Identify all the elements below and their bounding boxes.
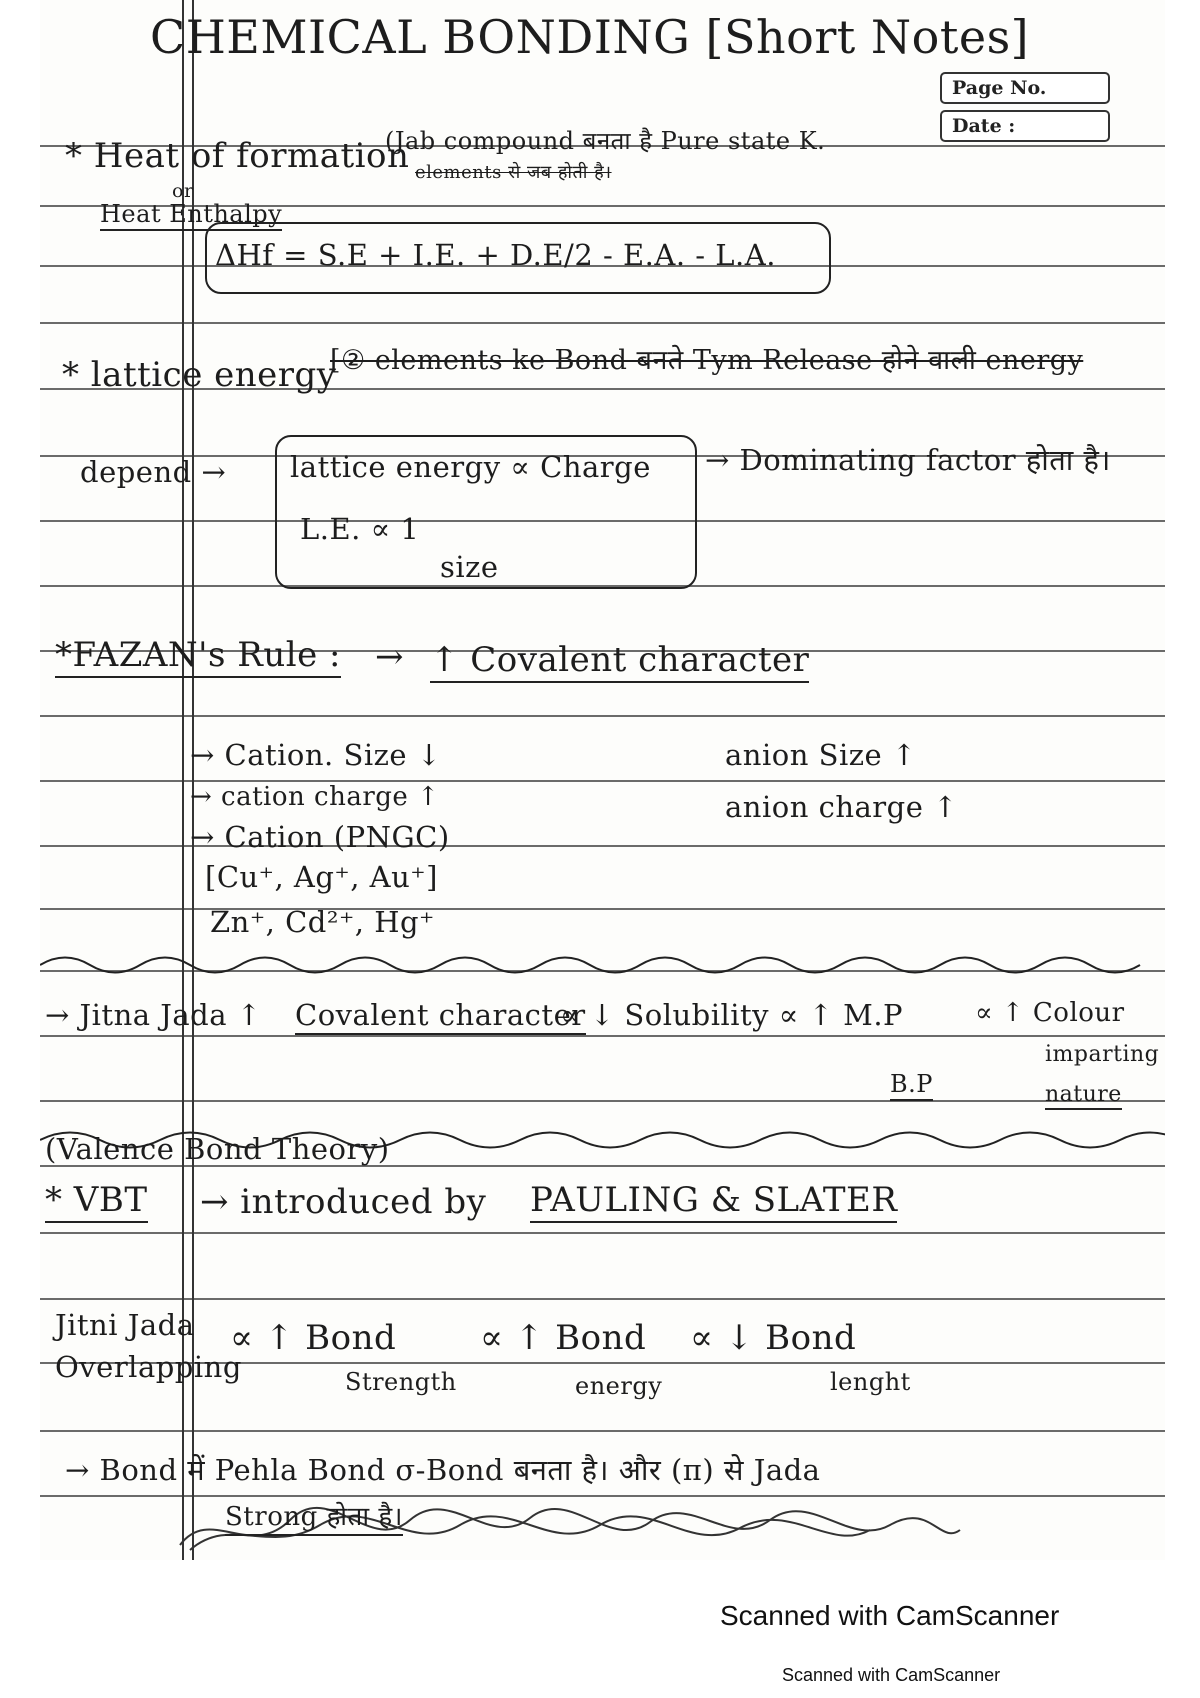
rule-line — [40, 715, 1165, 717]
pngc-ions-row1: [Cu⁺, Ag⁺, Au⁺] — [205, 860, 438, 894]
colour-nature: nature — [1045, 1082, 1122, 1110]
page-no-field: Page No. — [940, 72, 1110, 104]
depend-label: depend → — [80, 455, 227, 489]
or-text: or — [172, 180, 194, 202]
heat-note-line1: (Jab compound बनता है Pure state K. — [385, 127, 826, 155]
heat-note-line2: elements से जब होती है। — [415, 162, 612, 183]
rule-line — [40, 1430, 1165, 1432]
page-title: CHEMICAL BONDING [Short Notes] — [150, 10, 1030, 64]
covalent-character: Covalent character — [295, 998, 586, 1035]
rule-line — [40, 908, 1165, 910]
rule-line — [40, 1232, 1165, 1234]
colour-imparting: imparting — [1045, 1042, 1160, 1067]
vbt-scientists: PAULING & SLATER — [530, 1180, 897, 1223]
lattice-relation-size: L.E. ∝ 1 — [300, 512, 420, 546]
scanner-watermark-large: Scanned with CamScanner — [720, 1600, 1060, 1631]
scanner-watermark-small: Scanned with CamScanner — [782, 1665, 1001, 1685]
cation-charge: → cation charge ↑ — [190, 782, 440, 812]
anion-charge: anion charge ↑ — [725, 790, 958, 824]
rule-line — [40, 1298, 1165, 1300]
vbt-full-form: (Valence Bond Theory) — [45, 1132, 390, 1166]
bond-energy-label: energy — [575, 1372, 663, 1400]
lattice-energy-heading: * lattice energy — [62, 355, 337, 395]
heat-enthalpy-heading: Heat Enthalpy — [100, 200, 282, 231]
colour-relation: ∝ ↑ Colour — [975, 998, 1125, 1028]
bond-note-line2: Strong होता है। — [225, 1497, 403, 1536]
date-field: Date : — [940, 110, 1110, 142]
pngc-ions-row2: Zn⁺, Cd²⁺, Hg⁺ — [210, 905, 435, 939]
lattice-energy-definition: [② elements ke Bond बनते Tym Release होने वाली energy — [330, 345, 1084, 376]
bond-note-line1: → Bond में Pehla Bond σ-Bond बनता है। और (π) से Jada — [65, 1453, 821, 1487]
bond-length-label: lenght — [830, 1368, 911, 1396]
bp-label: B.P — [890, 1070, 933, 1101]
fajans-result: ↑ Covalent character — [430, 640, 809, 683]
wavy-separator — [40, 950, 1165, 980]
fajans-heading: *FAZAN's Rule : — [55, 635, 341, 678]
covalent-relation-prefix: → Jitna Jada ↑ — [45, 998, 262, 1032]
overlap-left-line1: Jitni Jada — [55, 1308, 195, 1342]
bond-strength-label: Strength — [345, 1368, 457, 1396]
cation-pngc: → Cation (PNGC) — [190, 820, 450, 854]
lattice-relation-charge: lattice energy ∝ Charge — [290, 450, 651, 484]
vbt-heading: * VBT — [45, 1180, 148, 1223]
lattice-relation-size-denominator: size — [440, 550, 499, 584]
rule-line — [40, 1100, 1165, 1102]
solubility-mp-relation: ∝ ↓ Solubility ∝ ↑ M.P — [560, 998, 904, 1032]
fajans-arrow: → — [375, 637, 404, 677]
anion-size: anion Size ↑ — [725, 738, 917, 772]
dominating-factor-note: → Dominating factor होता है। — [705, 443, 1111, 477]
rule-line — [40, 322, 1165, 324]
enthalpy-formula: ΔHf = S.E + I.E. + D.E/2 - E.A. - L.A. — [215, 238, 776, 272]
rule-line — [40, 1495, 1165, 1497]
cation-size: → Cation. Size ↓ — [190, 738, 442, 772]
bond-strength-rel: ∝ ↑ Bond — [230, 1318, 397, 1358]
vbt-text: → introduced by — [200, 1182, 487, 1222]
overlap-left-line2: Overlapping — [55, 1350, 242, 1384]
heat-of-formation-heading: * Heat of formation — [65, 136, 410, 176]
bond-length-rel: ∝ ↓ Bond — [690, 1318, 857, 1358]
bond-energy-rel: ∝ ↑ Bond — [480, 1318, 647, 1358]
rule-line — [40, 1035, 1165, 1037]
